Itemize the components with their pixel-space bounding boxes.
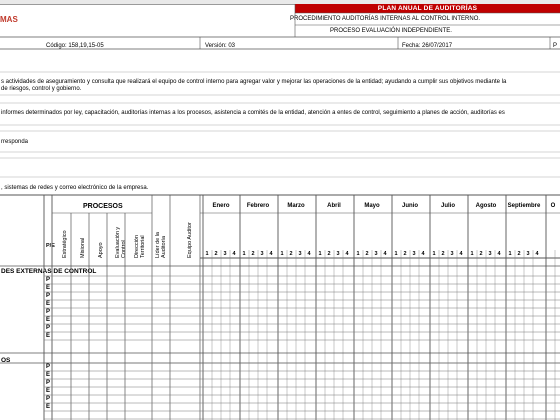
week-number: 1 bbox=[242, 251, 246, 257]
week-number: 3 bbox=[336, 251, 340, 257]
week-number: 4 bbox=[535, 251, 539, 257]
pe-cell[interactable]: E bbox=[45, 285, 50, 291]
week-number: 3 bbox=[260, 251, 264, 257]
week-number: 3 bbox=[412, 251, 416, 257]
col-evaluacion-control: Evaluación y Control bbox=[115, 226, 127, 258]
month-label: Agosto bbox=[475, 203, 497, 209]
week-number: 2 bbox=[517, 251, 521, 257]
week-number: 3 bbox=[374, 251, 378, 257]
week-number: 1 bbox=[470, 251, 474, 257]
pe-cell[interactable]: P bbox=[45, 325, 50, 331]
week-number: 3 bbox=[223, 251, 227, 257]
month-label: Febrero bbox=[246, 203, 270, 209]
week-number: 3 bbox=[450, 251, 454, 257]
month-label: Marzo bbox=[287, 203, 305, 209]
pe-cell[interactable]: P bbox=[45, 396, 50, 402]
pe-cell[interactable]: E bbox=[45, 333, 50, 339]
pe-cell[interactable]: P bbox=[45, 364, 50, 370]
month-label: Julio bbox=[440, 203, 455, 209]
week-number: 2 bbox=[441, 251, 445, 257]
week-number: 3 bbox=[298, 251, 302, 257]
week-number: 1 bbox=[394, 251, 398, 257]
pe-cell[interactable]: P bbox=[45, 293, 50, 299]
week-number: 2 bbox=[365, 251, 369, 257]
pe-cell[interactable]: E bbox=[45, 404, 50, 410]
resources-text: , sistemas de redes y correo electrónico de la empresa. bbox=[1, 185, 149, 191]
objective-text-line-2: de riesgos, control y gobierno. bbox=[1, 86, 82, 92]
section-title-external-control: DES EXTERNAS DE CONTROL bbox=[1, 268, 97, 275]
col-misional: Misional bbox=[80, 237, 86, 258]
pe-cell[interactable]: P bbox=[45, 380, 50, 386]
col-equipo-auditor: Equipo Auditor bbox=[187, 222, 193, 258]
week-number: 2 bbox=[403, 251, 407, 257]
week-number: 2 bbox=[251, 251, 255, 257]
processes-header: PROCESOS bbox=[83, 203, 123, 210]
document-version: Versión: 03 bbox=[205, 43, 236, 49]
col-apoyo: Apoyo bbox=[98, 242, 104, 258]
week-number: 3 bbox=[488, 251, 492, 257]
objective-text-line-1: s actividades de aseguramiento y consulta que realizará el equipo de control interno para agregar valor y mejorar las operaciones de la entidad; ayudando a cumplir sus objetivos mediante la bbox=[1, 79, 507, 85]
week-number: 4 bbox=[307, 251, 311, 257]
week-number: 2 bbox=[289, 251, 293, 257]
month-label: O bbox=[550, 203, 556, 209]
month-label: Septiembre bbox=[507, 203, 541, 209]
month-label: Mayo bbox=[364, 203, 380, 209]
col-lider-auditoria: Líder de la Auditoría bbox=[155, 232, 167, 258]
month-label: Abril bbox=[327, 203, 341, 209]
week-number: 1 bbox=[432, 251, 436, 257]
week-number: 4 bbox=[269, 251, 273, 257]
week-number: 4 bbox=[345, 251, 349, 257]
document-page: P bbox=[553, 43, 558, 49]
week-number: 3 bbox=[526, 251, 530, 257]
section-title-second: OS bbox=[1, 357, 11, 364]
week-number: 1 bbox=[280, 251, 284, 257]
pe-cell[interactable]: P bbox=[45, 309, 50, 315]
pe-cell[interactable]: E bbox=[45, 388, 50, 394]
pe-cell[interactable]: E bbox=[45, 372, 50, 378]
week-number: 1 bbox=[205, 251, 209, 257]
banner-title: PLAN ANUAL DE AUDITORÍAS bbox=[377, 5, 478, 12]
week-number: 4 bbox=[459, 251, 463, 257]
pe-cell[interactable]: E bbox=[45, 317, 50, 323]
logo-text: MAS bbox=[0, 15, 18, 24]
process-title: PROCESO EVALUACIÓN INDEPENDIENTE. bbox=[330, 28, 452, 34]
week-number: 4 bbox=[232, 251, 236, 257]
document-code: Código: 158,19,15-05 bbox=[46, 43, 104, 49]
week-number: 4 bbox=[421, 251, 425, 257]
responsible-text: rresponda bbox=[1, 139, 29, 145]
pe-cell[interactable]: E bbox=[45, 301, 50, 307]
scope-text: informes determinados por ley, capacitación, auditorías internas a los procesos, asistencia a comités de la entidad, atención a entes de control, seguimiento a planes de acción, auditorías es bbox=[1, 110, 505, 116]
col-direccion-territorial: Dirección Territorial bbox=[134, 235, 146, 258]
pe-header: P/E bbox=[46, 243, 55, 249]
pe-cell[interactable]: P bbox=[45, 277, 50, 283]
month-label: Enero bbox=[212, 203, 230, 209]
week-number: 1 bbox=[508, 251, 512, 257]
week-number: 1 bbox=[318, 251, 322, 257]
week-number: 2 bbox=[479, 251, 483, 257]
week-number: 2 bbox=[327, 251, 331, 257]
week-number: 4 bbox=[497, 251, 501, 257]
week-number: 1 bbox=[356, 251, 360, 257]
month-label: Junio bbox=[402, 203, 418, 209]
document-date: Fecha: 26/07/2017 bbox=[402, 43, 453, 49]
week-number: 2 bbox=[214, 251, 218, 257]
week-number: 4 bbox=[383, 251, 387, 257]
procedure-title: PROCEDIMIENTO AUDITORÍAS INTERNAS AL CONTROL INTERNO. bbox=[290, 16, 481, 22]
col-estrategico: Estratégico bbox=[62, 230, 68, 258]
